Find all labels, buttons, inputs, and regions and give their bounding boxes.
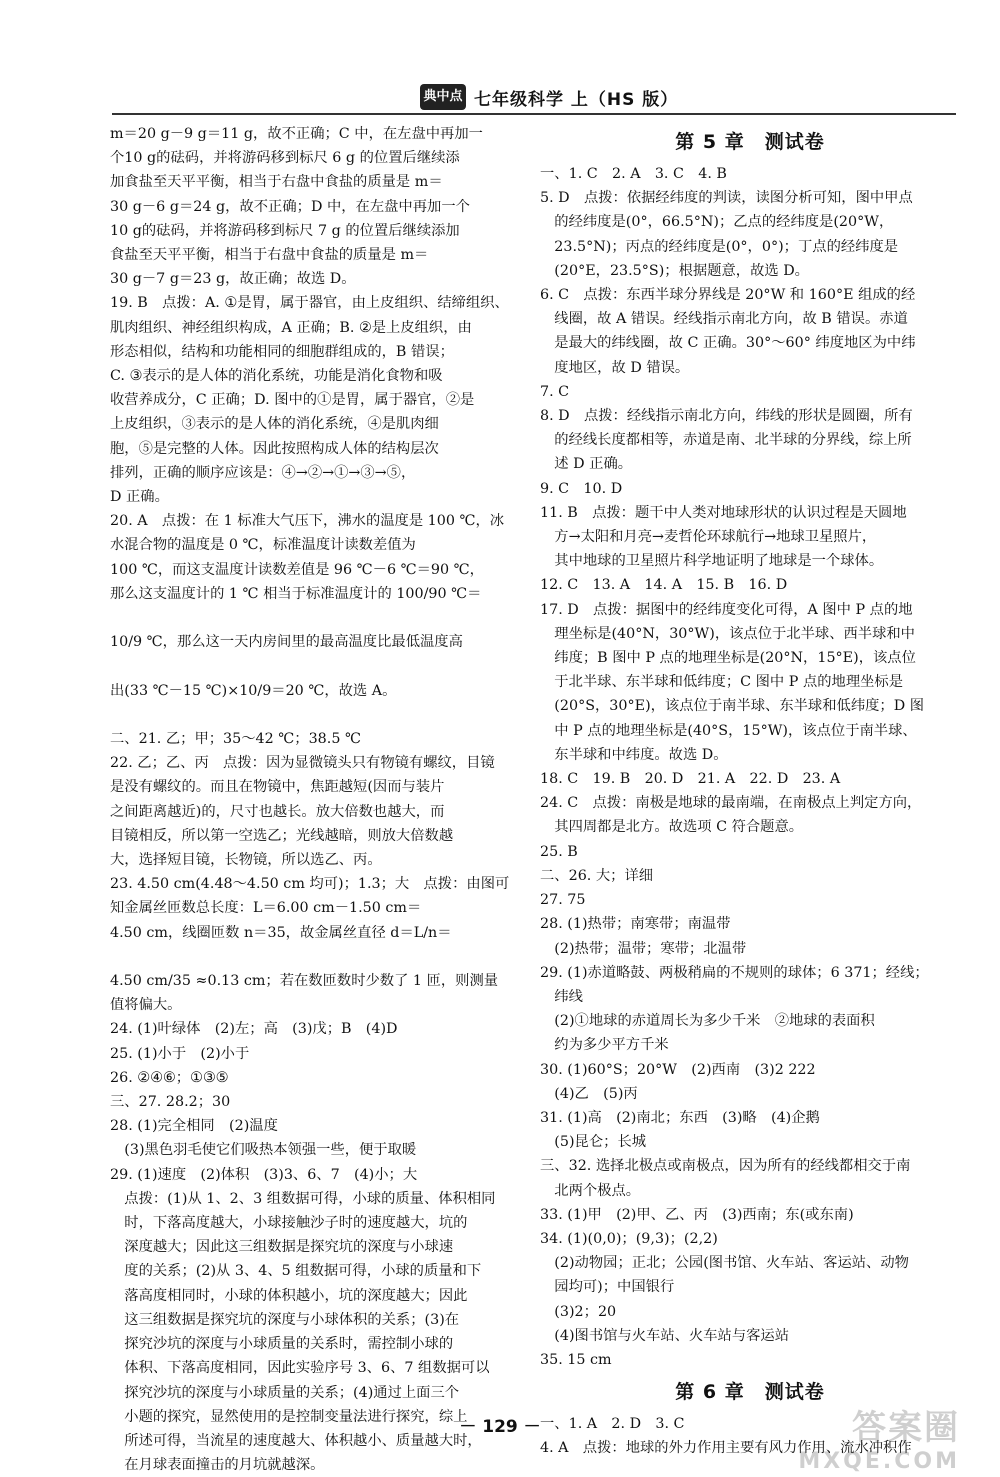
right-column [540,122,960,1461]
answer-line: 35. 15 cm [540,1351,612,1368]
answer-line: 23.5°N)；丙点的经纬度是(0°，0°)；丁点的经纬度是 [540,238,899,255]
answer-line: 二、26. 大；详细 [540,867,654,884]
answer-line: 是最大的纬线圈，故 C 正确。30°～60° 纬度地区为中纬 [540,335,916,352]
answer-line: 4. A 点拨：地球的外力作用主要有风力作用、流水冲积作 [540,1440,912,1457]
answer-line: (2)①地球的赤道周长为多少千米 ②地球的表面积 [540,1013,875,1030]
answer-line: 深度越大；因此这三组数据是探究坑的深度与小球速 [110,1239,454,1256]
answer-line: (20°E，23.5°S)；根据题意，故选 D。 [540,262,809,279]
answer-line: 之间距离越近)的，尺寸也越长。放大倍数也越大，而 [110,803,445,820]
answer-line: 28. (1)完全相同 (2)温度 [110,1118,278,1135]
answer-line: 30. (1)60°S；20°W (2)西南 (3)2 222 [540,1061,816,1078]
book-title: 七年级科学 上（HS 版） [474,89,679,110]
answer-line: 收营养成分，C 正确；D. 图中的①是胃，属于器官，②是 [110,392,475,409]
answer-line: 园均可)；中国银行 [540,1279,675,1296]
answer-line: 形态相似，结构和功能相同的细胞群组成的，B 错误； [110,343,454,360]
answer-line: 其中地球的卫星照片科学地证明了地球是一个球体。 [540,553,884,570]
answer-line: 中 P 点的地理坐标是(40°S，15°W)，该点位于南半球、 [540,722,917,739]
answer-line: 9. C 10. D [540,480,623,497]
answer-line: 方→太阳和月亮→麦哲伦环球航行→地球卫星照片， [540,529,877,546]
answer-line: 29. (1)赤道略鼓、两极稍扁的不规则的球体；6 371；经线； [540,964,929,981]
answer-line: 25. (1)小于 (2)小于 [110,1045,250,1062]
answer-line: 小题的探究，显然使用的是控制变量法进行探究，综上 [110,1408,468,1425]
watermark-text: 答案圈 [852,1408,960,1448]
answer-line: (3)黑色羽毛使它们吸热本领强一些，便于取暖 [110,1142,417,1159]
answer-line: 度的关系；(2)从 3、4、5 组数据可得，小球的质量和下 [110,1263,482,1280]
chapter-5-answers [540,162,960,1372]
answer-line: 纬度；B 图中 P 点的地理坐标是(20°N，15°E)，该点位 [540,650,916,667]
answer-line: 水混合物的温度是 0 ℃，标准温度计读数差值为 [110,537,416,554]
answer-line: 6. C 点拨：东西半球分界线是 20°W 和 160°E 组成的经 [540,287,916,304]
answer-line: 100 ℃，而这支温度计读数差值是 96 ℃－6 ℃＝90 ℃， [110,561,484,578]
answer-line: 胞，⑤是完整的人体。因此按照构成人体的结构层次 [110,440,439,457]
answer-line: 30 g－7 g＝23 g，故正确；故选 D。 [110,271,356,288]
answer-line: 25. B [540,843,578,860]
answer-line: 述 D 正确。 [540,456,633,473]
answer-line: 在月球表面撞击的月坑就越深。 [110,1457,325,1474]
answer-line: (2)动物园；正北；公园(图书馆、火车站、客运站、动物 [540,1255,909,1272]
answer-line: 那么这支温度计的 1 ℃ 相当于标准温度计的 100/90 ℃＝ [110,585,482,602]
answer-line: 的经线长度都相等，赤道是南、北半球的分界线，综上所 [540,432,912,449]
answer-line: 点拨：(1)从 1、2、3 组数据可得，小球的质量、体积相同 [110,1190,496,1207]
answer-line: 三、27. 28.2；30 [110,1094,231,1111]
answer-line: 23. 4.50 cm(4.48～4.50 cm 均可)；1.3；大 点拨：由图可 [110,876,510,893]
answer-line [110,654,522,678]
left-column [110,122,522,1477]
answer-line: 排列，正确的顺序应该是：④→②→①→③→⑤， [110,464,416,481]
answer-line: 大，选择短目镜，长物镜，所以选乙、丙。 [110,852,382,869]
answer-line: 其四周都是北方。故选项 C 符合题意。 [540,819,804,836]
answer-line: 18. C 19. B 20. D 21. A 22. D 23. A [540,771,841,788]
answer-line: 5. D 点拨：依据经纬度的判读，读图分析可知，图中甲点 [540,190,913,207]
answer-line: 4.50 cm，线圈匝数 n＝35，故金属丝直径 d＝L/n＝ [110,924,452,941]
answer-line: 11. B 点拨：题干中人类对地球形状的认识过程是天圆地 [540,504,907,521]
answer-line: 东半球和中纬度。故选 D。 [540,746,728,763]
answer-line: 个10 g的砝码，并将游码移到标尺 6 g 的位置后继续添 [110,150,460,167]
answer-line: 12. C 13. A 14. A 15. B 16. D [540,577,788,594]
page-number: － 129 － [459,1417,541,1437]
answer-line: 于北半球、东半球和低纬度；C 图中 P 点的地理坐标是 [540,674,904,691]
answer-line: 值将偏大。 [110,997,182,1014]
answer-line: 落高度相同时，小球的体积越小，坑的深度越大；因此 [110,1287,468,1304]
header-rule [112,113,956,115]
answer-line: D 正确。 [110,489,169,506]
answer-line: (4)图书馆与火车站、火车站与客运站 [540,1327,789,1344]
answer-line: 33. (1)甲 (2)甲、乙、丙 (3)西南；东(或东南) [540,1206,854,1223]
watermark-logo [798,1400,960,1474]
answer-line: 理坐标是(40°N，30°W)，该点位于北半球、西半球和中 [540,625,915,642]
answer-line: 肌肉组织、神经组织构成，A 正确；B. ②是上皮组织，由 [110,319,472,336]
answer-line: 29. (1)速度 (2)体积 (3)3、6、7 (4)小；大 [110,1166,418,1183]
answer-line: 24. (1)叶绿体 (2)左；高 (3)戊；B (4)D [110,1021,398,1038]
answer-line: (5)昆仑；长城 [540,1134,647,1151]
answer-line: 26. ②④⑥；①③⑤ [110,1069,229,1086]
answer-line: 20. A 点拨：在 1 标准大气压下，沸水的温度是 100 ℃，冰 [110,513,505,530]
answer-line: 一、1. A 2. D 3. C [540,1416,685,1433]
answer-line: (3)2；20 [540,1303,617,1320]
answer-line: 一、1. C 2. A 3. C 4. B [540,166,727,182]
answer-line: 10 g的砝码，并将游码移到标尺 7 g 的位置后继续添加 [110,222,460,239]
answer-line: 度地区，故 D 错误。 [540,359,690,376]
answer-line: 这三组数据是探究坑的深度与小球体积的关系；(3)在 [110,1311,460,1328]
chapter-5-heading: 第 5 章 测试卷 [675,131,825,153]
answer-line: 上皮组织，③表示的是人体的消化系统，④是肌肉细 [110,416,439,433]
answer-line: 目镜相反，所以第一空选乙；光线越暗，则放大倍数越 [110,827,454,844]
answer-line: 7. C [540,383,570,400]
answer-line [110,945,522,969]
answer-line: 28. (1)热带；南寒带；南温带 [540,916,731,933]
answer-line: 所述可得，当流星的速度越大、体积越小、质量越大时， [110,1432,482,1449]
answer-line: (2)热带；温带；寒带；北温带 [540,940,747,957]
answer-line: 线圈，故 A 错误。经线指示南北方向，故 B 错误。赤道 [540,311,908,328]
answer-line: 17. D 点拨：据图中的经纬度变化可得，A 图中 P 点的地 [540,601,913,618]
answer-line: 时，下落高度越大，小球接触沙子时的速度越大，坑的 [110,1215,468,1232]
answer-line: 出(33 ℃－15 ℃)×10/9＝20 ℃，故选 A。 [110,682,397,699]
answer-line: 约为多少平方千米 [540,1037,669,1054]
answer-line: 27. 75 [540,892,586,909]
answer-line: 的经纬度是(0°，66.5°N)；乙点的经纬度是(20°W， [540,214,894,231]
answer-line: 30 g－6 g＝24 g，故不正确；D 中，在左盘中再加一个 [110,198,470,215]
answer-line: 19. B 点拨：A. ①是胃，属于器官，由上皮组织、结缔组织、 [110,295,509,312]
answer-line: m＝20 g－9 g＝11 g，故不正确；C 中，在左盘中再加一 [110,126,483,142]
brand-logo-text: 典中点 [420,84,466,110]
answer-line: 知金属丝匝数总长度：L＝6.00 cm－1.50 cm＝ [110,900,422,917]
answer-line: 探究沙坑的深度与小球质量的关系时，需控制小球的 [110,1336,454,1353]
answer-line: 二、21. 乙；甲；35～42 ℃；38.5 ℃ [110,731,361,748]
answer-line: 体积、下落高度相同，因此实验序号 3、6、7 组数据可以 [110,1360,490,1377]
answer-line: 纬线 [540,988,583,1005]
answer-line: 加食盐至天平平衡，相当于右盘中食盐的质量是 m＝ [110,174,443,191]
answer-line: 探究沙坑的深度与小球质量的关系；(4)通过上面三个 [110,1384,460,1401]
answer-line: 是没有螺纹的。而且在物镜中，焦距越短(因而与装片 [110,779,445,796]
answer-line: 31. (1)高 (2)南北；东西 (3)略 (4)企鹅 [540,1109,820,1126]
answer-line: C. ③表示的是人体的消化系统，功能是消化食物和吸 [110,368,443,385]
answer-line: 北两个极点。 [540,1182,641,1199]
answer-line [110,606,522,630]
answer-line [110,703,522,727]
answer-line: 4.50 cm/35 ≈0.13 cm；若在数匝数时少数了 1 匝，则测量 [110,973,499,990]
chapter-6-heading: 第 6 章 测试卷 [675,1381,825,1404]
answer-line: 22. 乙；乙、丙 点拨：因为显微镜头只有物镜有螺纹，目镜 [110,755,495,772]
watermark-url: MXQE.COM [798,1449,960,1474]
page-header [0,78,1000,118]
brand-logo [420,84,466,110]
answer-line: (20°S，30°E)，该点位于南半球、东半球和低纬度；D 图 [540,698,925,715]
answer-line: 8. D 点拨：经线指示南北方向，纬线的形状是圆圈，所有 [540,408,913,425]
answer-line: 食盐至天平平衡，相当于右盘中食盐的质量是 m＝ [110,247,429,264]
answer-line: 10/9 ℃，那么这一天内房间里的最高温度比最低温度高 [110,634,463,651]
answer-line: 34. (1)(0,0)；(9,3)；(2,2) [540,1230,718,1247]
answer-line: (4)乙 (5)丙 [540,1085,638,1102]
header-content [420,84,678,110]
answer-line: 三、32. 选择北极点或南极点，因为所有的经线都相交于南 [540,1158,911,1175]
answer-line: 24. C 点拨：南极是地球的最南端，在南极点上判定方向， [540,795,922,812]
